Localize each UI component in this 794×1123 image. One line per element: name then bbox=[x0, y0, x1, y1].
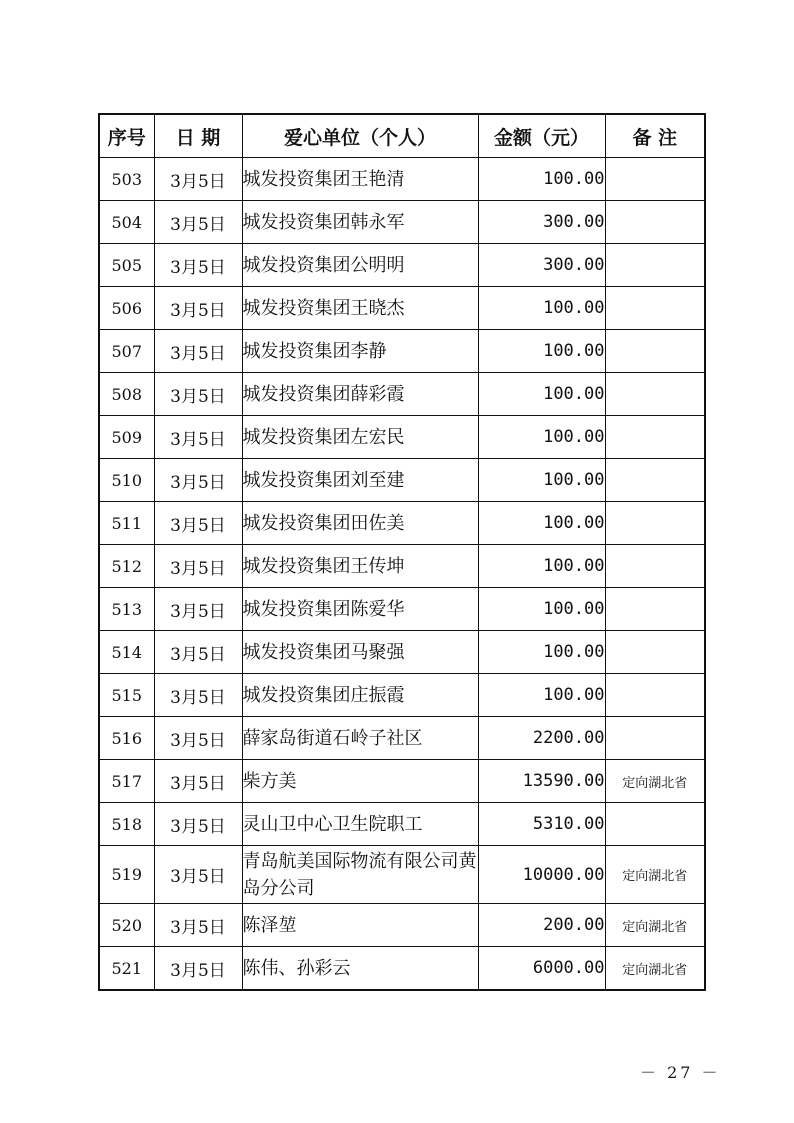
cell-date: 3月5日 bbox=[154, 674, 242, 717]
cell-unit: 城发投资集团韩永军 bbox=[242, 201, 478, 244]
cell-unit: 陈泽堃 bbox=[242, 904, 478, 947]
table-header-row bbox=[99, 114, 705, 158]
cell-date: 3月5日 bbox=[154, 244, 242, 287]
cell-date: 3月5日 bbox=[154, 201, 242, 244]
cell-note bbox=[605, 373, 705, 416]
table-row bbox=[99, 947, 705, 991]
cell-note: 定向湖北省 bbox=[605, 904, 705, 947]
cell-amount: 100.00 bbox=[478, 588, 605, 631]
table-row bbox=[99, 588, 705, 631]
cell-note bbox=[605, 588, 705, 631]
table-row bbox=[99, 545, 705, 588]
table-row bbox=[99, 760, 705, 803]
header-no: 序号 bbox=[99, 114, 154, 158]
cell-unit: 城发投资集团王艳清 bbox=[242, 158, 478, 201]
cell-amount: 100.00 bbox=[478, 287, 605, 330]
cell-note: 定向湖北省 bbox=[605, 947, 705, 991]
cell-unit: 陈伟、孙彩云 bbox=[242, 947, 478, 991]
cell-amount: 100.00 bbox=[478, 502, 605, 545]
table-row bbox=[99, 846, 705, 904]
cell-date: 3月5日 bbox=[154, 545, 242, 588]
table-row bbox=[99, 459, 705, 502]
cell-amount: 300.00 bbox=[478, 244, 605, 287]
cell-unit: 城发投资集团庄振霞 bbox=[242, 674, 478, 717]
table-row bbox=[99, 803, 705, 846]
cell-amount: 100.00 bbox=[478, 459, 605, 502]
cell-date: 3月5日 bbox=[154, 287, 242, 330]
cell-no: 516 bbox=[99, 717, 154, 760]
cell-note bbox=[605, 502, 705, 545]
cell-note bbox=[605, 244, 705, 287]
cell-amount: 13590.00 bbox=[478, 760, 605, 803]
cell-no: 520 bbox=[99, 904, 154, 947]
table-row bbox=[99, 631, 705, 674]
cell-amount: 100.00 bbox=[478, 674, 605, 717]
cell-no: 506 bbox=[99, 287, 154, 330]
cell-unit: 灵山卫中心卫生院职工 bbox=[242, 803, 478, 846]
cell-amount: 5310.00 bbox=[478, 803, 605, 846]
cell-unit: 城发投资集团公明明 bbox=[242, 244, 478, 287]
cell-no: 504 bbox=[99, 201, 154, 244]
cell-date: 3月5日 bbox=[154, 330, 242, 373]
cell-unit: 城发投资集团陈爱华 bbox=[242, 588, 478, 631]
cell-amount: 10000.00 bbox=[478, 846, 605, 904]
cell-date: 3月5日 bbox=[154, 717, 242, 760]
cell-amount: 100.00 bbox=[478, 545, 605, 588]
table-row bbox=[99, 373, 705, 416]
donation-table bbox=[98, 113, 706, 991]
cell-date: 3月5日 bbox=[154, 947, 242, 991]
cell-unit: 薛家岛街道石岭子社区 bbox=[242, 717, 478, 760]
cell-note bbox=[605, 287, 705, 330]
cell-note: 定向湖北省 bbox=[605, 846, 705, 904]
cell-date: 3月5日 bbox=[154, 904, 242, 947]
cell-unit: 城发投资集团薛彩霞 bbox=[242, 373, 478, 416]
cell-unit: 城发投资集团田佐美 bbox=[242, 502, 478, 545]
cell-amount: 200.00 bbox=[478, 904, 605, 947]
cell-note bbox=[605, 158, 705, 201]
cell-unit: 城发投资集团王晓杰 bbox=[242, 287, 478, 330]
cell-unit: 城发投资集团左宏民 bbox=[242, 416, 478, 459]
cell-note: 定向湖北省 bbox=[605, 760, 705, 803]
cell-no: 517 bbox=[99, 760, 154, 803]
cell-amount: 100.00 bbox=[478, 373, 605, 416]
cell-note bbox=[605, 631, 705, 674]
cell-no: 505 bbox=[99, 244, 154, 287]
cell-unit: 城发投资集团李静 bbox=[242, 330, 478, 373]
table-row bbox=[99, 502, 705, 545]
cell-no: 507 bbox=[99, 330, 154, 373]
cell-date: 3月5日 bbox=[154, 502, 242, 545]
cell-note bbox=[605, 416, 705, 459]
header-amount: 金额（元） bbox=[478, 114, 605, 158]
cell-no: 503 bbox=[99, 158, 154, 201]
cell-no: 513 bbox=[99, 588, 154, 631]
cell-no: 509 bbox=[99, 416, 154, 459]
cell-unit: 城发投资集团马聚强 bbox=[242, 631, 478, 674]
cell-amount: 100.00 bbox=[478, 416, 605, 459]
table-row bbox=[99, 330, 705, 373]
cell-no: 511 bbox=[99, 502, 154, 545]
cell-unit: 城发投资集团王传坤 bbox=[242, 545, 478, 588]
cell-date: 3月5日 bbox=[154, 760, 242, 803]
cell-unit: 城发投资集团刘至建 bbox=[242, 459, 478, 502]
table-row bbox=[99, 904, 705, 947]
cell-no: 512 bbox=[99, 545, 154, 588]
cell-no: 508 bbox=[99, 373, 154, 416]
header-unit: 爱心单位（个人） bbox=[242, 114, 478, 158]
table-row bbox=[99, 674, 705, 717]
table-body bbox=[99, 158, 705, 991]
table-row bbox=[99, 287, 705, 330]
cell-no: 514 bbox=[99, 631, 154, 674]
cell-amount: 100.00 bbox=[478, 330, 605, 373]
cell-unit: 柴方美 bbox=[242, 760, 478, 803]
cell-note bbox=[605, 803, 705, 846]
cell-note bbox=[605, 330, 705, 373]
table-row bbox=[99, 158, 705, 201]
cell-amount: 6000.00 bbox=[478, 947, 605, 991]
cell-amount: 2200.00 bbox=[478, 717, 605, 760]
table-row bbox=[99, 416, 705, 459]
cell-date: 3月5日 bbox=[154, 803, 242, 846]
cell-date: 3月5日 bbox=[154, 416, 242, 459]
cell-date: 3月5日 bbox=[154, 158, 242, 201]
cell-date: 3月5日 bbox=[154, 459, 242, 502]
cell-amount: 300.00 bbox=[478, 201, 605, 244]
cell-note bbox=[605, 459, 705, 502]
cell-no: 510 bbox=[99, 459, 154, 502]
cell-date: 3月5日 bbox=[154, 373, 242, 416]
cell-no: 518 bbox=[99, 803, 154, 846]
cell-note bbox=[605, 545, 705, 588]
cell-date: 3月5日 bbox=[154, 631, 242, 674]
cell-amount: 100.00 bbox=[478, 158, 605, 201]
table-row bbox=[99, 717, 705, 760]
cell-date: 3月5日 bbox=[154, 846, 242, 904]
cell-amount: 100.00 bbox=[478, 631, 605, 674]
cell-no: 521 bbox=[99, 947, 154, 991]
cell-no: 519 bbox=[99, 846, 154, 904]
cell-date: 3月5日 bbox=[154, 588, 242, 631]
page-number: － 27 － bbox=[640, 1063, 721, 1082]
cell-unit: 青岛航美国际物流有限公司黄岛分公司 bbox=[242, 846, 478, 904]
table-row bbox=[99, 201, 705, 244]
cell-note bbox=[605, 201, 705, 244]
table-row bbox=[99, 244, 705, 287]
cell-no: 515 bbox=[99, 674, 154, 717]
cell-note bbox=[605, 717, 705, 760]
cell-note bbox=[605, 674, 705, 717]
header-date: 日 期 bbox=[154, 114, 242, 158]
header-note: 备 注 bbox=[605, 114, 705, 158]
